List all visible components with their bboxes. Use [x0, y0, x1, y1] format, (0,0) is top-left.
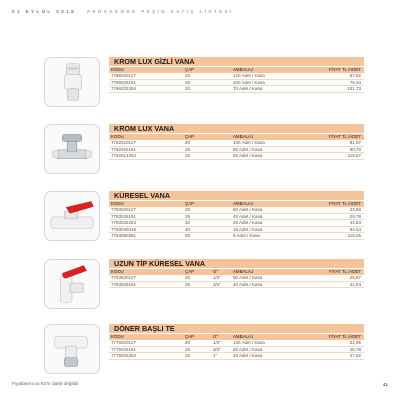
section-title: UZUN TİP KÜRESEL VANA	[109, 259, 364, 268]
cell-inch: 1/2"	[213, 275, 221, 280]
col-inch: G"	[213, 269, 218, 274]
col-code: KODU	[111, 67, 124, 72]
cell-package: 100 Adet / Kasa	[233, 140, 265, 145]
col-package: AMBALAJ	[233, 269, 254, 274]
cell-code: 7776020127	[111, 340, 137, 345]
col-inch: G"	[213, 334, 218, 339]
cell-cap: 25	[185, 346, 191, 352]
cell-price: 23,68	[349, 207, 361, 212]
cell-code: 7776032254	[111, 353, 137, 358]
cell-inch: 3/4"	[213, 346, 221, 352]
col-cap: ÇAP	[185, 134, 195, 139]
cell-cap: 32	[185, 220, 191, 225]
cell-package: 6 Adet / Kasa	[233, 233, 260, 238]
cell-price: 29,78	[349, 213, 361, 219]
section-title: KROM LUX GİZLİ VANA	[109, 57, 364, 66]
cell-cap: 32	[185, 153, 191, 158]
cell-inch: 3/4"	[213, 281, 221, 287]
price-table	[109, 191, 364, 240]
table-row	[109, 282, 364, 289]
cell-package: 25 Adet / Kasa	[233, 220, 263, 225]
col-price: FİYAT TL /ADET	[329, 269, 361, 274]
cell-price: 44,53	[349, 220, 361, 225]
page-number: 41	[382, 382, 388, 387]
cell-cap: 20	[185, 207, 191, 212]
cell-price: 79,34	[349, 79, 361, 85]
cell-cap: 25	[185, 213, 191, 219]
cell-price: 81,57	[349, 140, 361, 145]
header-title: PERAKENDE PEŞİN SATIŞ LİSTESİ	[87, 9, 234, 14]
col-package: AMBALAJ	[233, 67, 254, 72]
cell-price: 25,97	[349, 275, 361, 280]
cell-price: 101,73	[347, 86, 361, 91]
cell-price: 119,57	[347, 153, 361, 158]
table-row	[109, 86, 364, 93]
ball-valve-icon	[44, 191, 100, 241]
cell-package: 120 Adet / Kasa	[233, 340, 265, 345]
cell-cap: 32	[185, 86, 191, 91]
cell-cap: 50	[185, 233, 191, 238]
cell-cap: 25	[185, 146, 191, 152]
col-cap: ÇAP	[185, 67, 195, 72]
section-title: DÖNER BAŞLI TE	[109, 324, 364, 333]
cell-cap: 25	[185, 79, 191, 85]
long-ball-valve-icon	[44, 259, 100, 309]
cell-code: 7783525191	[111, 281, 137, 287]
cell-package: 40 Adet / Kasa	[233, 281, 263, 287]
chrome-valve-icon	[44, 124, 100, 174]
cell-code: 7783050381	[111, 233, 137, 238]
cell-price: 26,78	[349, 346, 361, 352]
col-price: FİYAT TL /ADET	[329, 201, 361, 206]
cell-code: 7783025191	[111, 213, 137, 219]
cell-package: 70 Adet / Kasa	[233, 86, 263, 91]
cell-cap: 32	[185, 353, 191, 358]
cell-price: 47,92	[349, 353, 361, 358]
cell-price: 32,04	[349, 281, 361, 287]
cell-cap: 40	[185, 226, 191, 232]
col-price: FİYAT TL /ADET	[329, 134, 361, 139]
price-table	[109, 57, 364, 93]
table-row	[109, 353, 364, 360]
cell-package: 60 Adet / Kasa	[233, 153, 263, 158]
cell-cap: 20	[185, 340, 191, 345]
col-price: FİYAT TL /ADET	[329, 67, 361, 72]
cell-code: 7783040318	[111, 226, 137, 232]
cell-package: 80 Adet / Kasa	[233, 146, 263, 152]
col-price: FİYAT TL /ADET	[329, 334, 361, 339]
col-code: KODU	[111, 201, 124, 206]
section-title: KÜRESEL VANA	[109, 191, 364, 200]
cell-package: 50 Adet / Kasa	[233, 275, 263, 280]
col-code: KODU	[111, 269, 124, 274]
cell-code: 7786020127	[111, 73, 137, 78]
product-section-uzun-tip-kuresel-vana	[44, 259, 364, 309]
cell-code: 7786032254	[111, 86, 137, 91]
col-code: KODU	[111, 334, 124, 339]
cell-package: 50 Adet / Kasa	[233, 207, 263, 212]
product-section-krom-lux-gizli-vana	[44, 57, 364, 107]
cell-package: 50 Adet / Kasa	[233, 346, 263, 352]
cell-code: 7782010127	[111, 140, 137, 145]
price-table	[109, 124, 364, 160]
cell-package: 100 Adet / Kasa	[233, 79, 265, 85]
cell-package: 15 Adet / Kasa	[233, 226, 263, 232]
col-cap: ÇAP	[185, 334, 195, 339]
cell-inch: 1/2"	[213, 340, 221, 345]
col-package: AMBALAJ	[233, 201, 254, 206]
cell-cap: 20	[185, 140, 191, 145]
cell-code: 7786025191	[111, 79, 137, 85]
cell-inch: 1"	[213, 353, 218, 358]
col-cap: ÇAP	[185, 201, 195, 206]
cell-price: 67,92	[349, 73, 361, 78]
cell-code: 7783032254	[111, 220, 137, 225]
price-table	[109, 259, 364, 288]
col-package: AMBALAJ	[233, 134, 254, 139]
cell-package: 40 Adet / Kasa	[233, 353, 263, 358]
cell-cap: 25	[185, 281, 191, 287]
cell-code: 7782014254	[111, 153, 137, 158]
swivel-tee-icon	[44, 324, 100, 374]
cell-package: 40 Adet / Kasa	[233, 213, 263, 219]
price-table	[109, 324, 364, 360]
cell-price: 22,96	[349, 340, 361, 345]
product-section-doner-basli-te	[44, 324, 364, 374]
cell-price: 116,05	[347, 233, 361, 238]
page-header	[12, 9, 392, 14]
section-title: KROM LUX VANA	[109, 124, 364, 133]
col-code: KODU	[111, 134, 124, 139]
concealed-valve-icon	[44, 57, 100, 107]
cell-cap: 20	[185, 73, 191, 78]
cell-package: 120 Adet / Kasa	[233, 73, 265, 78]
product-section-kuresel-vana	[44, 191, 364, 241]
cell-code: 7776025191	[111, 346, 137, 352]
col-cap: ÇAP	[185, 269, 195, 274]
col-package: AMBALAJ	[233, 334, 254, 339]
cell-code: 7782015191	[111, 146, 137, 152]
cell-cap: 20	[185, 275, 191, 280]
footer-note: Fiyatlarımıza KDV dahil değildir	[12, 382, 79, 387]
cell-price: 90,70	[349, 146, 361, 152]
table-row	[109, 233, 364, 240]
cell-code: 7783520127	[111, 275, 137, 280]
product-section-krom-lux-vana	[44, 124, 364, 174]
header-date: 01 EYLÜL 2018	[12, 9, 77, 14]
table-row	[109, 153, 364, 160]
cell-code: 7783020127	[111, 207, 137, 212]
cell-price: 94,64	[349, 226, 361, 232]
